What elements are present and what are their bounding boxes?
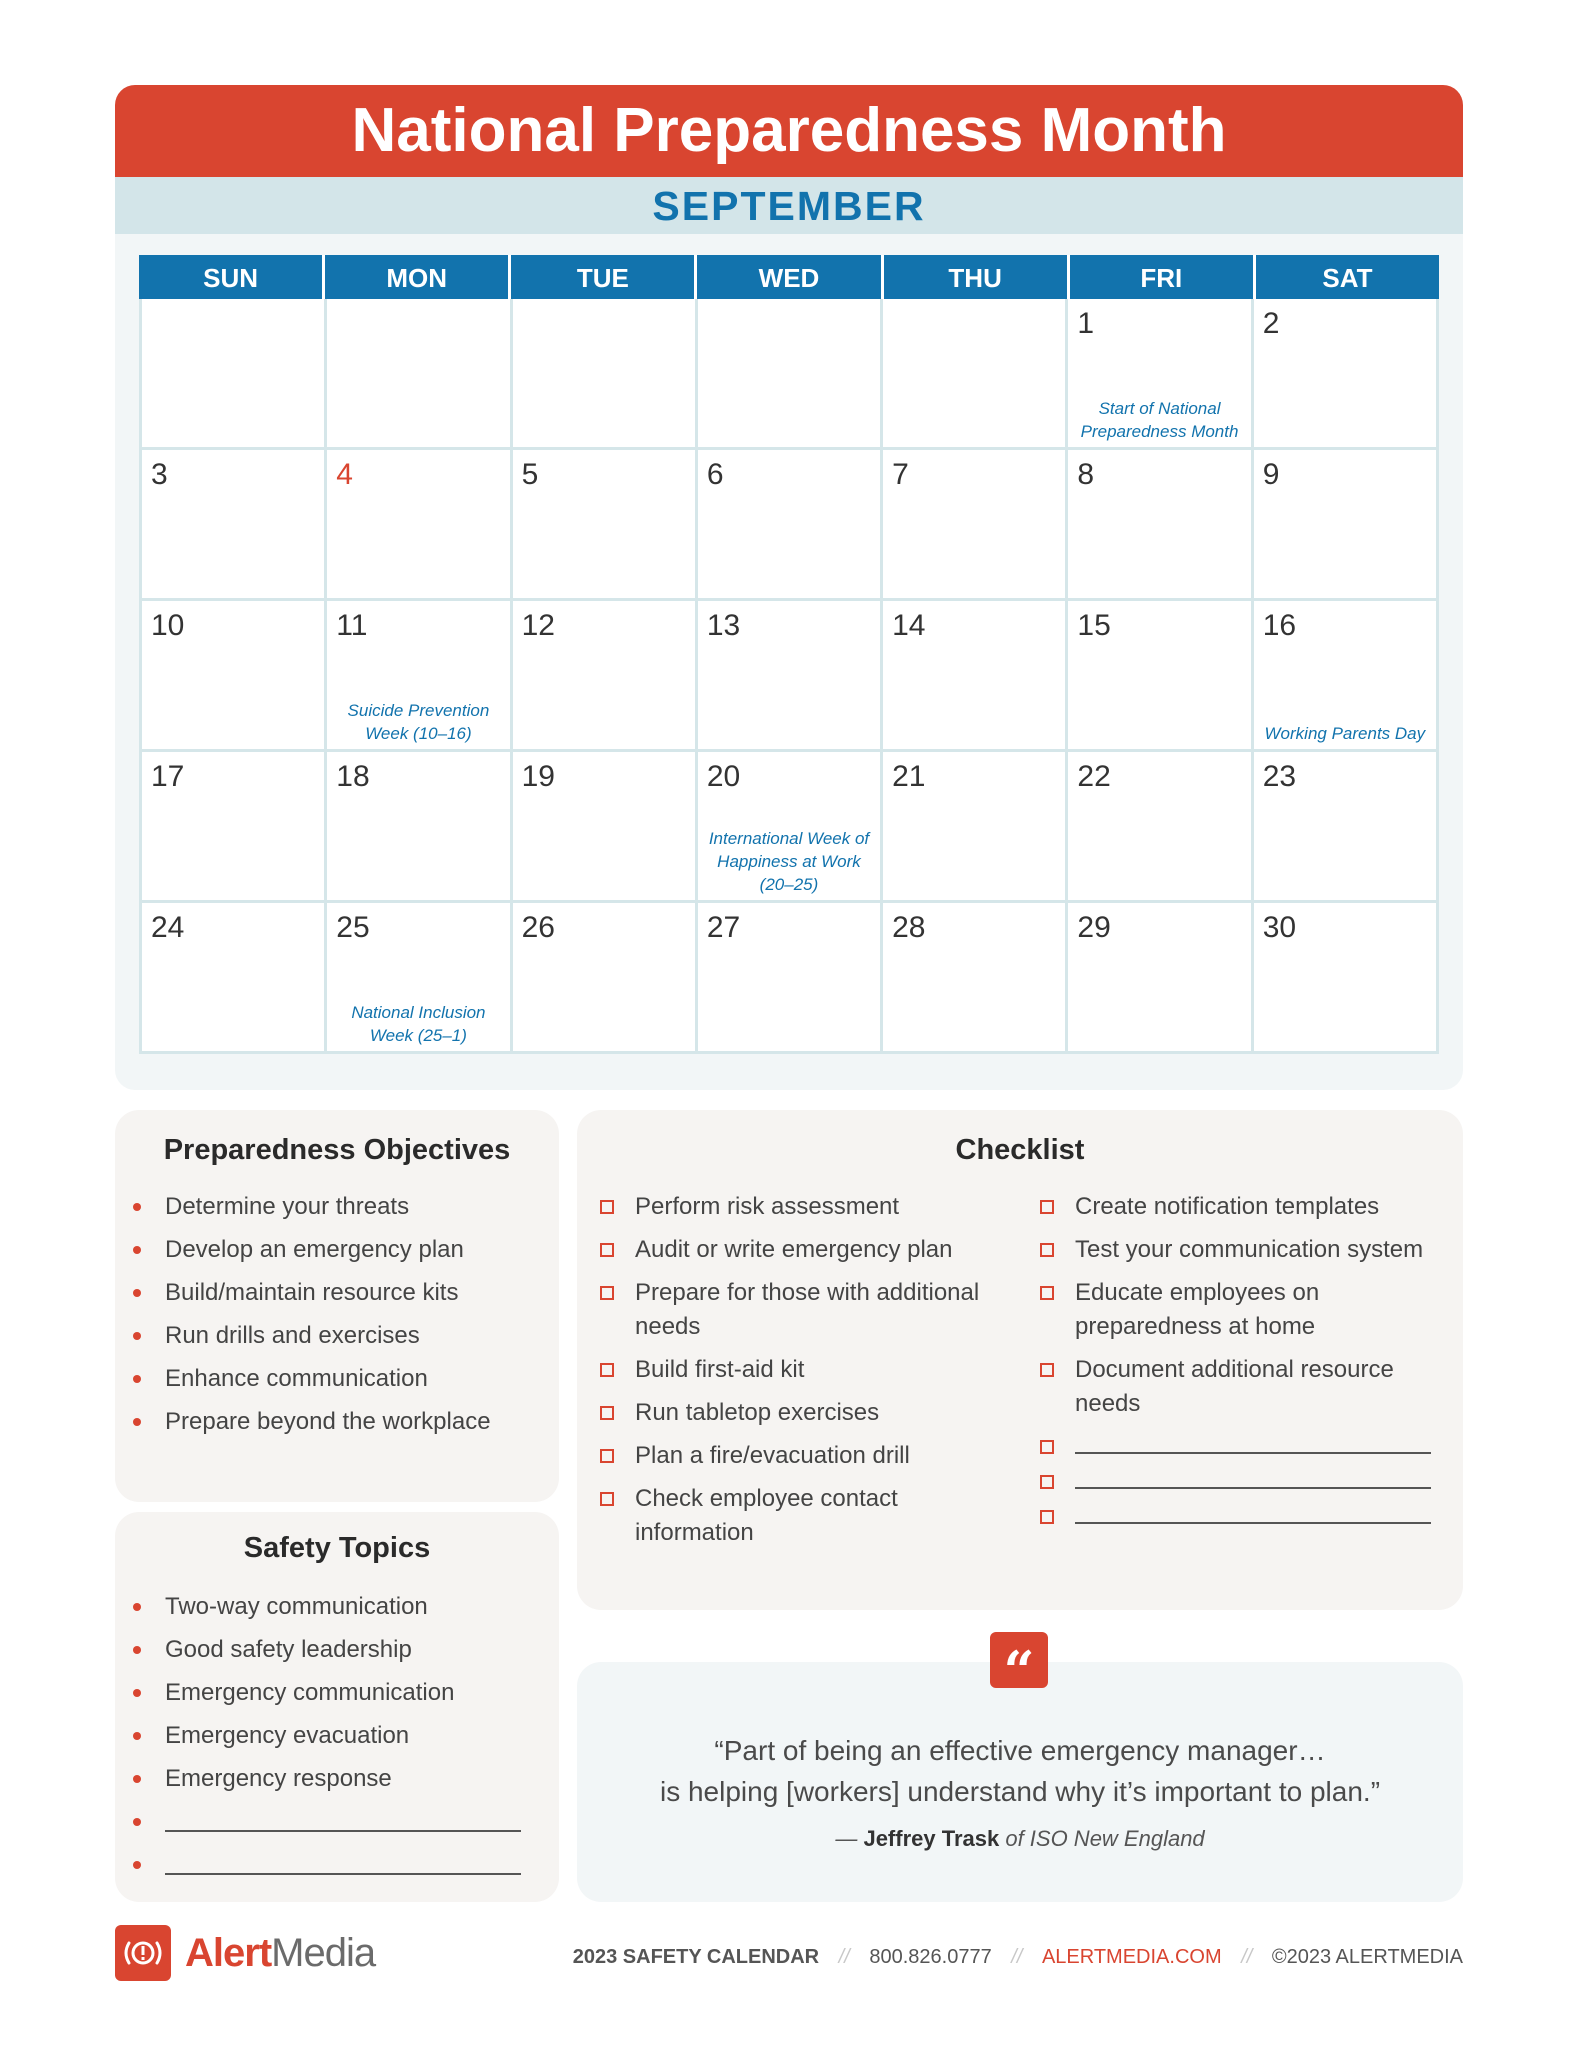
quote-text xyxy=(577,1730,1463,1812)
logo-wordmark xyxy=(185,1931,375,1976)
calendar-day-28 xyxy=(883,903,1068,1054)
calendar-day-15 xyxy=(1068,601,1253,752)
checkbox-icon[interactable] xyxy=(600,1492,614,1506)
blank-line[interactable] xyxy=(165,1830,521,1832)
day-number: 8 xyxy=(1077,458,1095,491)
calendar-day-30 xyxy=(1254,903,1439,1054)
checklist-item-text: Educate employees on preparedness at home xyxy=(1075,1279,1320,1340)
blank-list-item[interactable] xyxy=(115,1843,559,1886)
calendar-day-1 xyxy=(1068,299,1253,450)
day-number: 26 xyxy=(521,911,555,944)
calendar-week-row xyxy=(139,299,1439,450)
calendar-day-25 xyxy=(327,903,512,1054)
calendar-day-11 xyxy=(327,601,512,752)
calendar-day-9 xyxy=(1254,450,1439,601)
day-number: 24 xyxy=(151,911,185,944)
checklist-item-text: Run tabletop exercises xyxy=(635,1399,880,1426)
checklist-item-text: Plan a fire/evacuation drill xyxy=(635,1442,910,1469)
day-number: 11 xyxy=(336,609,368,642)
alert-icon xyxy=(115,1925,171,1981)
list-item xyxy=(115,1314,559,1357)
page-title: National Preparedness Month xyxy=(115,85,1463,177)
day-number: 29 xyxy=(1077,911,1111,944)
checkbox-icon[interactable] xyxy=(1040,1363,1054,1377)
bullet-icon xyxy=(133,1289,141,1297)
checkbox-icon[interactable] xyxy=(1040,1475,1054,1489)
bullet-icon xyxy=(133,1418,141,1426)
alertmedia-logo xyxy=(115,1925,375,1981)
calendar-day-10 xyxy=(139,601,327,752)
calendar-day-4 xyxy=(327,450,512,601)
calendar-empty-cell xyxy=(139,299,327,450)
checklist-item-text: Create notification templates xyxy=(1075,1193,1380,1220)
bullet-icon xyxy=(133,1603,141,1611)
calendar-card xyxy=(115,85,1463,1090)
calendar-day-14 xyxy=(883,601,1068,752)
checkbox-icon[interactable] xyxy=(600,1363,614,1377)
calendar-day-8 xyxy=(1068,450,1253,601)
list-item xyxy=(115,1757,559,1800)
checklist-item[interactable] xyxy=(600,1439,1000,1473)
footer-separator: // xyxy=(838,1946,850,1969)
checklist-right-column xyxy=(1040,1190,1440,1535)
checklist-item-text: Perform risk assessment xyxy=(635,1193,900,1220)
calendar-week-row xyxy=(139,601,1439,752)
calendar-event: Working Parents Day xyxy=(1264,724,1426,743)
calendar-day-2 xyxy=(1254,299,1439,450)
calendar-day-7 xyxy=(883,450,1068,601)
list-item-text: Build/maintain resource kits xyxy=(165,1279,459,1306)
checkbox-icon[interactable] xyxy=(600,1286,614,1300)
quote-line-2: is helping [workers] understand why it’s important to plan.” xyxy=(659,1776,1381,1807)
checklist-item-text: Audit or write emergency plan xyxy=(635,1236,953,1263)
day-number: 6 xyxy=(706,458,724,491)
calendar-empty-cell xyxy=(698,299,883,450)
list-item-text: Two-way communication xyxy=(165,1593,428,1620)
day-number: 19 xyxy=(521,760,555,793)
checklist-item-text: Build first-aid kit xyxy=(635,1356,805,1383)
checkbox-icon[interactable] xyxy=(600,1243,614,1257)
checklist-item[interactable] xyxy=(600,1482,1000,1550)
day-number: 22 xyxy=(1077,760,1111,793)
list-item-text: Enhance communication xyxy=(165,1365,428,1392)
bullet-icon xyxy=(133,1332,141,1340)
day-number: 12 xyxy=(521,609,555,642)
footer-copyright: ©2023 ALERTMEDIA xyxy=(1271,1946,1463,1969)
calendar-week-row xyxy=(139,450,1439,601)
calendar-week-row xyxy=(139,752,1439,903)
attribution-name: Jeffrey Trask xyxy=(863,1826,1000,1851)
calendar-day-22 xyxy=(1068,752,1253,903)
calendar-day-3 xyxy=(139,450,327,601)
list-item xyxy=(115,1585,559,1628)
calendar-day-6 xyxy=(698,450,883,601)
month-label: SEPTEMBER xyxy=(115,177,1463,234)
day-number: 13 xyxy=(706,609,741,642)
day-number: 21 xyxy=(892,760,926,793)
list-item-text: Good safety leadership xyxy=(165,1636,412,1663)
checklist-left-column xyxy=(600,1190,1000,1559)
logo-bold: Alert xyxy=(185,1930,272,1975)
list-item xyxy=(115,1714,559,1757)
day-number: 7 xyxy=(892,458,909,491)
day-header-sat: SAT xyxy=(1256,255,1439,299)
day-number: 4 xyxy=(336,458,353,491)
calendar-grid xyxy=(139,255,1439,1054)
day-header-mon: MON xyxy=(325,255,511,299)
checklist-item[interactable] xyxy=(600,1190,1000,1224)
objectives-panel xyxy=(115,1110,559,1502)
calendar-day-20 xyxy=(698,752,883,903)
bullet-icon xyxy=(133,1689,141,1697)
calendar-day-26 xyxy=(513,903,698,1054)
checklist-item[interactable] xyxy=(1040,1353,1440,1421)
calendar-day-23 xyxy=(1254,752,1439,903)
calendar-day-13 xyxy=(698,601,883,752)
safety-topics-list xyxy=(115,1585,559,1886)
checkbox-icon[interactable] xyxy=(600,1449,614,1463)
quote-attribution xyxy=(577,1826,1463,1852)
checkbox-icon[interactable] xyxy=(1040,1510,1054,1524)
checkbox-icon[interactable] xyxy=(600,1406,614,1420)
calendar-day-24 xyxy=(139,903,327,1054)
day-number: 3 xyxy=(151,458,168,491)
day-number: 28 xyxy=(892,911,926,944)
blank-checklist-item[interactable] xyxy=(1040,1500,1440,1526)
list-item xyxy=(115,1400,559,1443)
calendar-day-18 xyxy=(327,752,512,903)
list-item-text: Emergency response xyxy=(165,1765,392,1792)
list-item xyxy=(115,1185,559,1228)
bullet-icon xyxy=(133,1861,141,1869)
safety-topics-title: Safety Topics xyxy=(243,1532,431,1564)
bullet-icon xyxy=(133,1732,141,1740)
footer-separator: // xyxy=(1011,1946,1023,1969)
list-item-text: Develop an emergency plan xyxy=(165,1236,464,1263)
bullet-icon xyxy=(133,1203,141,1211)
blank-list-item[interactable] xyxy=(115,1800,559,1843)
calendar-event: Start of National Preparedness Month xyxy=(1080,399,1239,441)
footer-separator: // xyxy=(1241,1946,1253,1969)
bullet-icon xyxy=(133,1646,141,1654)
list-item-text: Emergency evacuation xyxy=(165,1722,410,1749)
calendar-day-27 xyxy=(698,903,883,1054)
attribution-org: of ISO New England xyxy=(999,1826,1205,1851)
checklist-item[interactable] xyxy=(600,1353,1000,1387)
day-number: 17 xyxy=(151,760,185,793)
list-item-text: Emergency communication xyxy=(165,1679,455,1706)
bullet-icon xyxy=(133,1775,141,1783)
bullet-icon xyxy=(133,1818,141,1826)
blank-line[interactable] xyxy=(1075,1522,1431,1548)
day-number: 16 xyxy=(1262,609,1297,642)
blank-checklist-item[interactable] xyxy=(1040,1430,1440,1456)
day-number: 27 xyxy=(706,911,741,944)
calendar-event: Suicide Prevention Week (10–16) xyxy=(347,701,490,743)
day-header-fri: FRI xyxy=(1070,255,1256,299)
day-number: 10 xyxy=(151,609,185,642)
day-number: 20 xyxy=(706,760,741,793)
checklist-item-text: Test your communication system xyxy=(1075,1236,1424,1263)
day-number: 15 xyxy=(1077,609,1111,642)
checkbox-icon[interactable] xyxy=(1040,1440,1054,1454)
list-item xyxy=(115,1628,559,1671)
calendar-day-16 xyxy=(1254,601,1439,752)
list-item xyxy=(115,1228,559,1271)
calendar-week-row xyxy=(139,903,1439,1054)
quote-icon: “ xyxy=(990,1632,1048,1688)
list-item xyxy=(115,1357,559,1400)
bullet-icon xyxy=(133,1375,141,1383)
calendar-day-12 xyxy=(513,601,698,752)
bullet-icon xyxy=(133,1246,141,1254)
calendar-day-17 xyxy=(139,752,327,903)
checklist-item[interactable] xyxy=(1040,1233,1440,1267)
footer-website-link[interactable]: ALERTMEDIA.COM xyxy=(1041,1946,1222,1969)
safety-topics-panel xyxy=(115,1512,559,1902)
day-number: 2 xyxy=(1262,307,1280,340)
day-header-row xyxy=(139,255,1439,299)
checklist-item[interactable] xyxy=(1040,1276,1440,1344)
day-number: 9 xyxy=(1262,458,1280,491)
calendar-empty-cell xyxy=(327,299,512,450)
list-item-text: Determine your threats xyxy=(165,1193,410,1220)
day-header-tue: TUE xyxy=(511,255,697,299)
objectives-list xyxy=(115,1185,559,1443)
calendar-day-5 xyxy=(513,450,698,601)
checklist-item[interactable] xyxy=(600,1396,1000,1430)
checkbox-icon[interactable] xyxy=(1040,1243,1054,1257)
checklist-item[interactable] xyxy=(600,1233,1000,1267)
calendar-empty-cell xyxy=(513,299,698,450)
list-item-text: Prepare beyond the workplace xyxy=(165,1408,491,1435)
blank-checklist-item[interactable] xyxy=(1040,1465,1440,1491)
day-number: 23 xyxy=(1262,760,1297,793)
list-item xyxy=(115,1271,559,1314)
day-number: 1 xyxy=(1077,307,1095,340)
day-header-thu: THU xyxy=(884,255,1070,299)
list-item xyxy=(115,1671,559,1714)
checklist-item-text: Prepare for those with additional needs xyxy=(635,1279,980,1340)
day-number: 25 xyxy=(336,911,370,944)
list-item-text: Run drills and exercises xyxy=(165,1322,420,1349)
day-header-wed: WED xyxy=(697,255,883,299)
calendar-day-19 xyxy=(513,752,698,903)
footer-phone[interactable]: 800.826.0777 xyxy=(869,1946,992,1969)
day-number: 14 xyxy=(892,609,926,642)
checklist-item-text: Check employee contact information xyxy=(635,1485,898,1546)
objectives-title: Preparedness Objectives xyxy=(163,1134,511,1166)
checklist-title: Checklist xyxy=(955,1134,1085,1166)
blank-line[interactable] xyxy=(165,1873,521,1875)
calendar-event: National Inclusion Week (25–1) xyxy=(351,1003,486,1045)
checklist-item[interactable] xyxy=(1040,1190,1440,1224)
checkbox-icon[interactable] xyxy=(1040,1200,1054,1214)
checkbox-icon[interactable] xyxy=(600,1200,614,1214)
logo-light: Media xyxy=(271,1930,376,1975)
checklist-item[interactable] xyxy=(600,1276,1000,1344)
checkbox-icon[interactable] xyxy=(1040,1286,1054,1300)
calendar-day-29 xyxy=(1068,903,1253,1054)
day-number: 18 xyxy=(336,760,370,793)
footer-bar xyxy=(573,1946,1463,1969)
calendar-weeks xyxy=(139,299,1439,1054)
checklist-panel xyxy=(577,1110,1463,1610)
day-header-sun: SUN xyxy=(139,255,325,299)
calendar-event: International Week of Happiness at Work (20–25) xyxy=(708,829,870,894)
quote-line-1: “Part of being an effective emergency manager… xyxy=(714,1735,1326,1766)
day-number: 5 xyxy=(521,458,539,491)
calendar-empty-cell xyxy=(883,299,1068,450)
footer-calendar-label: 2023 SAFETY CALENDAR xyxy=(572,1946,820,1969)
checklist-item-text: Document additional resource needs xyxy=(1075,1356,1394,1417)
day-number: 30 xyxy=(1262,911,1297,944)
attribution-dash: — xyxy=(835,1826,864,1851)
calendar-day-21 xyxy=(883,752,1068,903)
